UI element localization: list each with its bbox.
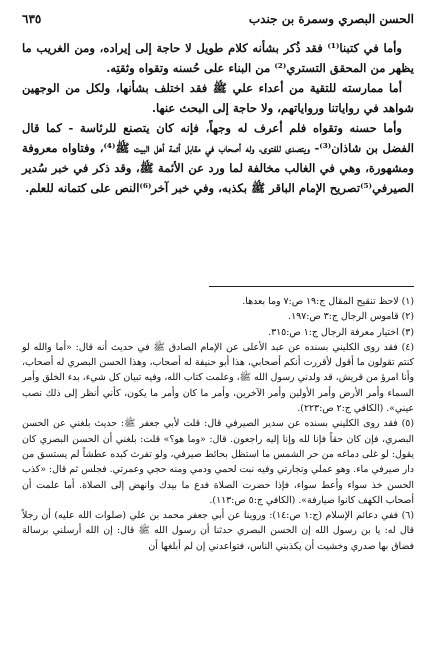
paragraph: وأما حسنه وتقواه فلم أعرف له وجهاً، فإنه كان يتصنع للرئاسة - كما قال الفضل بن شاذان⁽³⁾- ويتصدى للفتوى، وله أصحاب في مقابل أئمة أهل البيت ﷺ⁽⁴⁾، وفتاواه معروفة ومشهورة، وهي في الغالب مخالفة لما ورد عن الأئمة ﷺ، وقد ذكر في خبر سُدير الصيرفي⁽⁵⁾تصريح الإمام الباقر ﷺ بكذبه، وفي خبر آخر⁽⁶⁾النص على كتمانه للعلم.	[22, 121, 414, 195]
footnote-separator	[209, 286, 414, 287]
footnotes	[22, 294, 414, 554]
paragraph: أما ممارسته للتقية من أعداء علي ﷺ فقد اختلف بشأنها، ولكل من الوجهين شواهد في رواياتنا ورواياتهم، ولا حاجة إلى البحث عنها.	[22, 81, 414, 115]
page-number: ٦٣٥	[22, 12, 42, 26]
running-title: الحسن البصري وسمرة بن جندب	[248, 12, 414, 26]
footnote: (٢) قاموس الرجال ج:٣ ص:١٩٧.	[288, 311, 414, 323]
main-text	[22, 38, 414, 198]
footnote: (٥) فقد روى الكليني بسنده عن سدير الصيرفي قال: قلت لأبي جعفر ﷺ: حديث بلغني عن الحسن البصري، فإن كان حقاً فإنا لله وإنا إليه راجعون. قال: «وما هو؟» قلت: بلغني أن الحسن البصري كان يقول: لو غلى دماغه من حر الشمس ما استظل بحائط صيرفي، ولو تفرث كبده عطشاً لم يستسق من دار صيرفي ماء. وهو عملي وتجارتي وفيه نبت لحمي ودمي ومنه حجي وعمرتي. فجلس ثم قال: «كذب الحسن خذ سواء وأعط سواء، فإذا حضرت الصلاة فدع ما بيدك وانهض إلى الصلاة. أما علمت أن أصحاب الكهف كانوا صيارفة». (الكافي ج:٥ ص:١١٣).	[22, 418, 414, 506]
footnote: (٤) فقد روى الكليني بسنده عن عبد الأعلى عن الإمام الصادق ﷺ في حديث أنه قال: «أما والله لو كنتم تقولون ما أقول لأقررت أنكم أصحابي، هذا أبو حنيفة له أصحاب، وهذا الحسن البصري له أصحاب، وأنا امرؤ من قريش، قد ولدني رسول الله ﷺ، وعلمت كتاب الله، وفيه تبيان كل شيء، بدء الخلق وأمر السماء وأمر الأرض وأمر الأولين وأمر الآخرين، وأمر ما كان وأمر ما يكون، كأني أنظر إلى ذلك نصب عيني». (الكافي ج:٢ ص:٢٢٣).	[22, 341, 414, 415]
footnote: (٣) اختيار معرفة الرجال ج:١ ص:٣١٥.	[268, 326, 414, 338]
paragraph: وأما في كتبنا⁽¹⁾ فقد ذُكر بشأنه كلام طويل لا حاجة إلى إيراده، ومن الغريب ما يظهر من المحقق التستري⁽²⁾ من البناء على حُسنه وتقواه وثقتِه.	[22, 41, 414, 75]
footnote: (١) لاحظ تنقيح المقال ج:١٩ ص:٧ وما بعدها.	[242, 296, 414, 307]
running-header	[22, 10, 414, 28]
footnote: (٦) ففي دعائم الإسلام (ج:١ ص:١٤): وروينا عن أبي جعفر محمد بن علي (صلوات الله عليه) أن رجلاً قال له: يا بن رسول الله إن الحسن البصري حدثنا أن رسول الله ﷺ قال: إن الله أرسلني برسالة فضاق بها صدري وخشيت أن يكذبني الناس، فتواعدني إن لم أبلغها أن	[22, 510, 414, 552]
